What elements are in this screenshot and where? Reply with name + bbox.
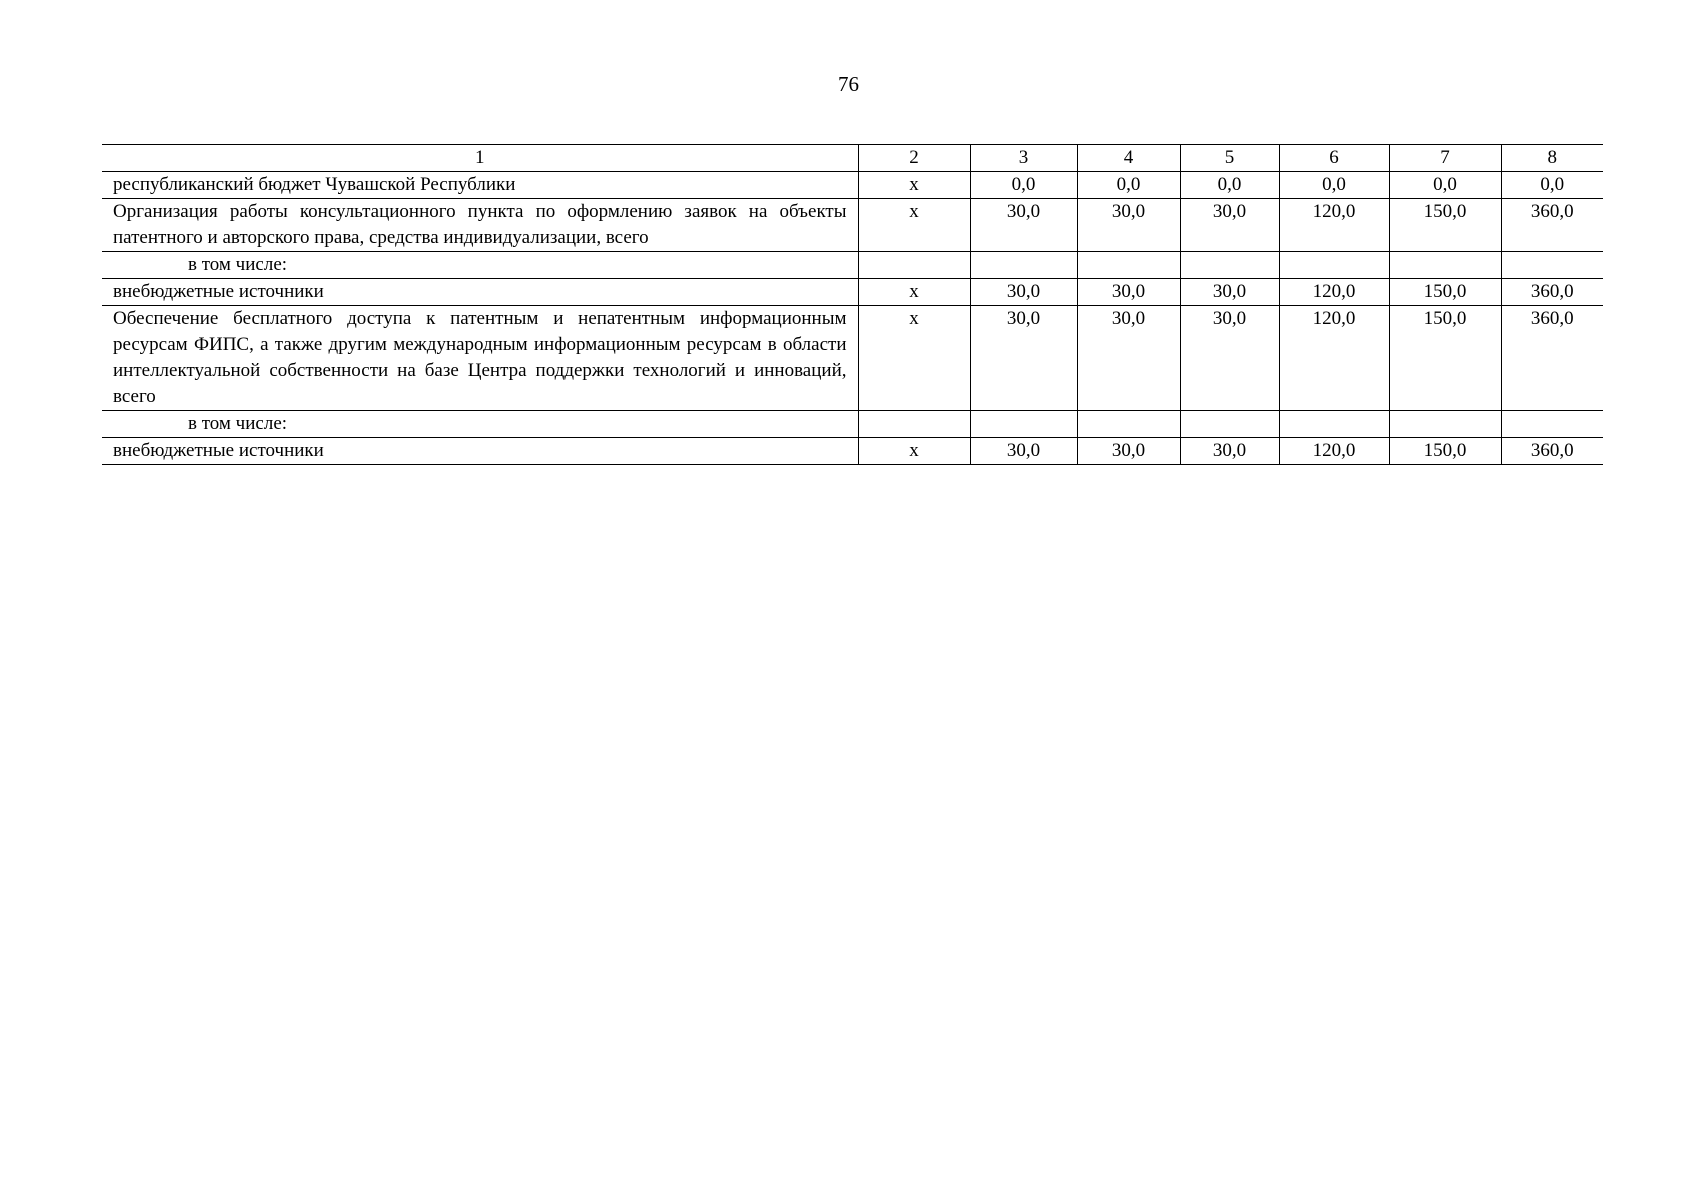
table-row [102,252,1603,279]
row-value [1501,252,1603,279]
row-value [858,411,970,438]
row-value: 30,0 [1180,438,1279,465]
row-value [1389,411,1501,438]
table-row [102,199,1603,252]
row-value: 30,0 [970,306,1077,411]
row-value: 0,0 [1180,172,1279,199]
row-value: 30,0 [970,199,1077,252]
row-value: 30,0 [1077,438,1180,465]
row-value [1389,252,1501,279]
table-row [102,279,1603,306]
row-value [1279,411,1389,438]
row-value: 0,0 [1279,172,1389,199]
row-value: 30,0 [970,438,1077,465]
row-value: 150,0 [1389,279,1501,306]
row-value: 30,0 [970,279,1077,306]
table-row [102,306,1603,411]
row-value: 120,0 [1279,438,1389,465]
table-row [102,411,1603,438]
row-value: 30,0 [1180,279,1279,306]
table-row [102,172,1603,199]
row-description: Обеспечение бесплатного доступа к патентным и непатентным информационным ресурсам ФИПС, а также другим международным информационным ресурсам в области интеллектуальной собственности на базе Центра поддержки технологий и инноваций, всего [102,306,858,411]
row-value: 150,0 [1389,306,1501,411]
column-number: 8 [1501,145,1603,172]
table-row [102,438,1603,465]
row-value [858,252,970,279]
column-number: 3 [970,145,1077,172]
row-description: Организация работы консультационного пункта по оформлению заявок на объекты патентного и авторского права, средства индивидуализации, всего [102,199,858,252]
row-value: 30,0 [1077,306,1180,411]
row-value [1077,411,1180,438]
row-description: республиканский бюджет Чувашской Республики [102,172,858,199]
row-value: х [858,306,970,411]
row-value: 360,0 [1501,438,1603,465]
column-number: 1 [102,145,858,172]
column-number: 2 [858,145,970,172]
budget-table [102,144,1603,465]
row-value [1180,411,1279,438]
row-description: внебюджетные источники [102,438,858,465]
row-value: 360,0 [1501,306,1603,411]
row-value: 150,0 [1389,199,1501,252]
row-value: 0,0 [970,172,1077,199]
column-number: 4 [1077,145,1180,172]
page-number: 76 [838,72,859,96]
row-value [1180,252,1279,279]
row-value [1077,252,1180,279]
row-value: 120,0 [1279,199,1389,252]
row-value: 360,0 [1501,199,1603,252]
row-value: 30,0 [1077,279,1180,306]
row-value: 150,0 [1389,438,1501,465]
row-value: х [858,172,970,199]
row-value: х [858,279,970,306]
row-subheading: в том числе: [102,252,858,279]
row-value: 30,0 [1180,199,1279,252]
row-value: 120,0 [1279,279,1389,306]
row-value: х [858,438,970,465]
row-value [1501,411,1603,438]
row-value [970,411,1077,438]
column-number: 5 [1180,145,1279,172]
row-value: 0,0 [1501,172,1603,199]
row-value: 120,0 [1279,306,1389,411]
row-value [1279,252,1389,279]
row-subheading: в том числе: [102,411,858,438]
row-value: х [858,199,970,252]
row-value: 0,0 [1077,172,1180,199]
row-value: 360,0 [1501,279,1603,306]
row-value: 0,0 [1389,172,1501,199]
column-number: 7 [1389,145,1501,172]
header-row [102,145,1603,172]
column-number: 6 [1279,145,1389,172]
table-body [102,145,1603,465]
row-value: 30,0 [1077,199,1180,252]
row-description: внебюджетные источники [102,279,858,306]
row-value: 30,0 [1180,306,1279,411]
row-value [970,252,1077,279]
